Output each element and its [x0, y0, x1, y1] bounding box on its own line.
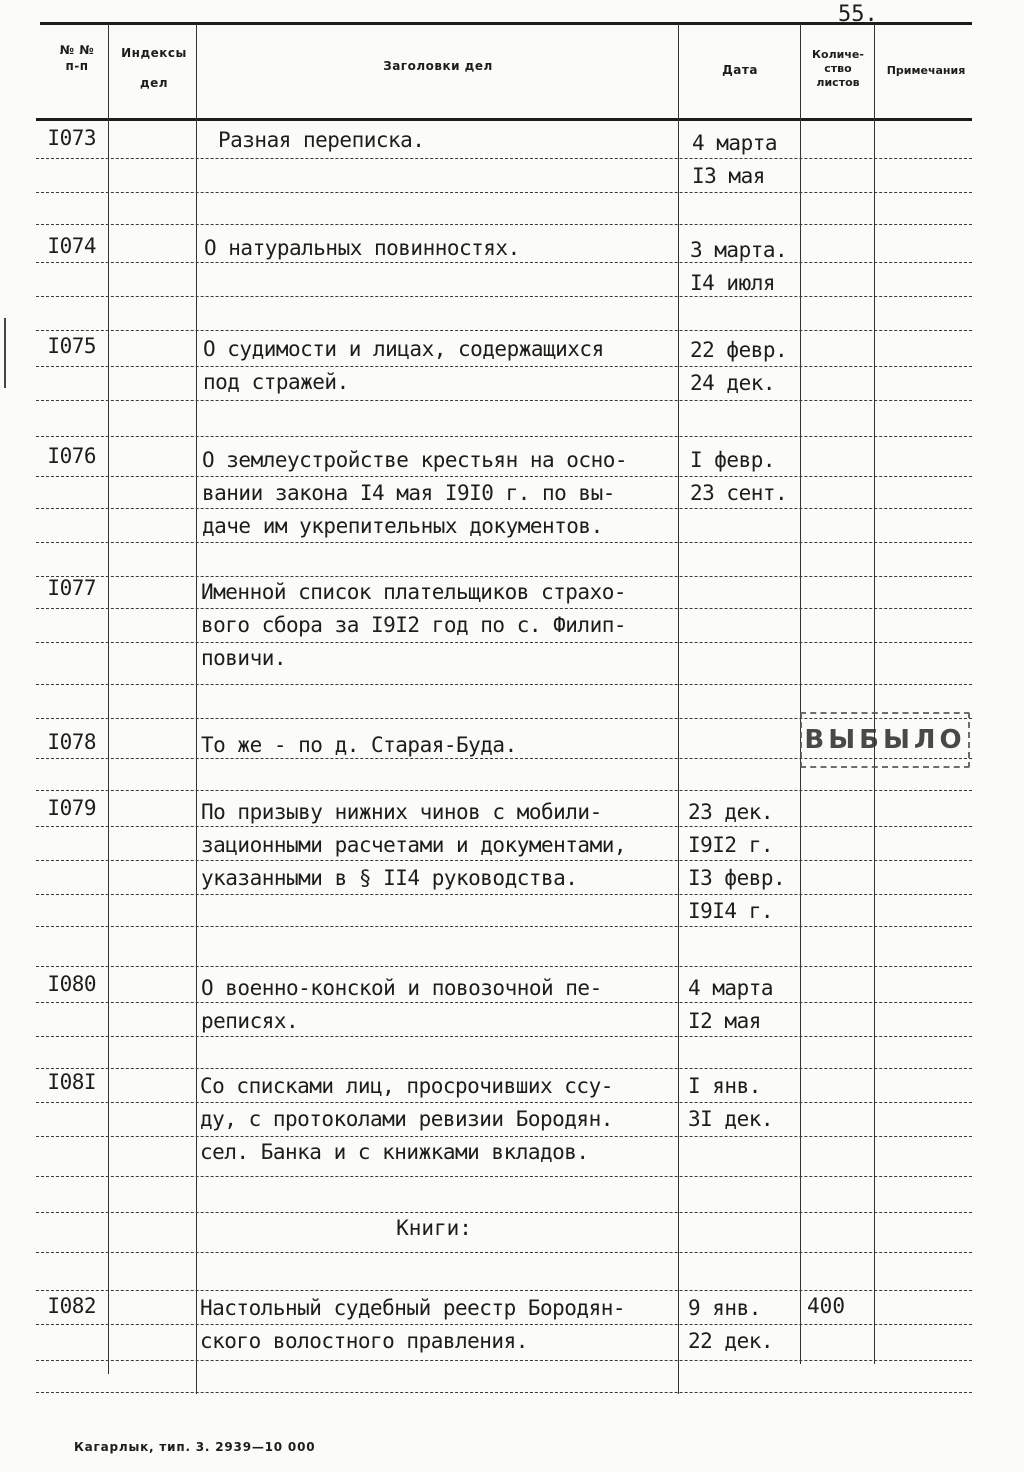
printer-imprint: Кагарлык, тип. 3. 2939—10 000	[74, 1440, 316, 1454]
row-rule	[36, 224, 972, 225]
row-rule	[36, 790, 972, 791]
entry-title: О военно-конской и повозочной пе- реписях.	[201, 976, 602, 1033]
entry-title: То же - по д. Старая-Буда.	[201, 733, 517, 757]
entry-date: I февр. 23 сент.	[690, 448, 788, 505]
entry-number: I075	[47, 334, 96, 358]
entry-title: Разная переписка.	[218, 128, 425, 152]
entry-title: Именной список плательщиков страхо- вого сбора за I9I2 год по с. Филип- повичи.	[201, 580, 627, 670]
entry-date: 22 февр. 24 дек.	[690, 338, 788, 395]
col-divider-3	[678, 24, 679, 1394]
entry-title: О судимости и лицах, содержащихся под стражей.	[203, 337, 604, 394]
row-rule	[36, 1068, 972, 1069]
withdrawn-stamp: ВЫБЫЛО	[800, 712, 970, 768]
header-sheets: Количе- ство листов	[812, 48, 864, 89]
entry-sheets: 400	[807, 1294, 845, 1318]
page-number: 55.	[838, 2, 878, 27]
entry-date: 4 марта I2 мая	[688, 976, 774, 1033]
row-rule	[36, 1212, 972, 1213]
row-rule	[36, 192, 972, 193]
col-divider-4	[800, 24, 801, 1364]
header-num: № № п-п	[59, 43, 95, 73]
section-label-books: Книги:	[396, 1216, 472, 1240]
row-rule	[36, 1392, 972, 1393]
entry-number: I08I	[47, 1070, 96, 1094]
entry-title: Настольный судебный реестр Бородян- ского волостного правления.	[200, 1296, 626, 1353]
margin-mark	[4, 318, 6, 388]
entry-number: I074	[47, 234, 96, 258]
col-divider-2	[196, 24, 197, 1394]
row-rule	[36, 966, 972, 967]
row-rule	[36, 436, 972, 437]
header-index: Индексы дел	[121, 46, 187, 90]
row-rule	[36, 1176, 972, 1177]
entry-title: По призыву нижних чинов с мобили- зационными расчетами и документами, указанными в § II4 руководства.	[201, 800, 627, 890]
entry-number: I077	[47, 576, 96, 600]
entry-number: I073	[47, 126, 96, 150]
row-rule	[36, 684, 972, 685]
entry-number: I082	[47, 1294, 96, 1318]
top-rule	[40, 22, 972, 25]
entry-number: I080	[47, 972, 96, 996]
entry-date: 9 янв. 22 дек.	[688, 1296, 774, 1353]
entry-number: I078	[47, 730, 96, 754]
header-rule	[36, 118, 972, 121]
row-rule	[36, 1360, 972, 1361]
row-rule	[36, 926, 972, 927]
row-rule	[36, 330, 972, 331]
entry-date: I янв. 3I дек.	[688, 1074, 774, 1131]
row-rule	[36, 1252, 972, 1253]
entry-date: 4 марта I3 мая	[692, 131, 778, 188]
col-divider-1	[108, 24, 109, 1374]
row-rule	[36, 400, 972, 401]
entry-date: 23 дек. I9I2 г. I3 февр. I9I4 г.	[688, 800, 786, 923]
header-notes: Примечания	[886, 64, 966, 77]
header-title: Заголовки дел	[383, 59, 493, 73]
row-rule	[36, 158, 972, 159]
row-rule	[36, 296, 972, 297]
entry-number: I076	[47, 444, 96, 468]
col-divider-5	[874, 24, 875, 1364]
entry-title: О землеустройстве крестьян на осно- вании закона I4 мая I9I0 г. по вы- даче им укрепительных документов.	[202, 448, 628, 538]
row-rule	[36, 1290, 972, 1291]
entry-date: 3 марта. I4 июля	[690, 238, 788, 295]
entry-number: I079	[47, 796, 96, 820]
entry-title: О натуральных повинностях.	[204, 236, 520, 260]
header-date: Дата	[722, 63, 758, 77]
entry-title: Со списками лиц, просрочивших ссу- ду, с протоколами ревизии Бородян. сел. Банка и с книжками вкладов.	[200, 1074, 613, 1164]
